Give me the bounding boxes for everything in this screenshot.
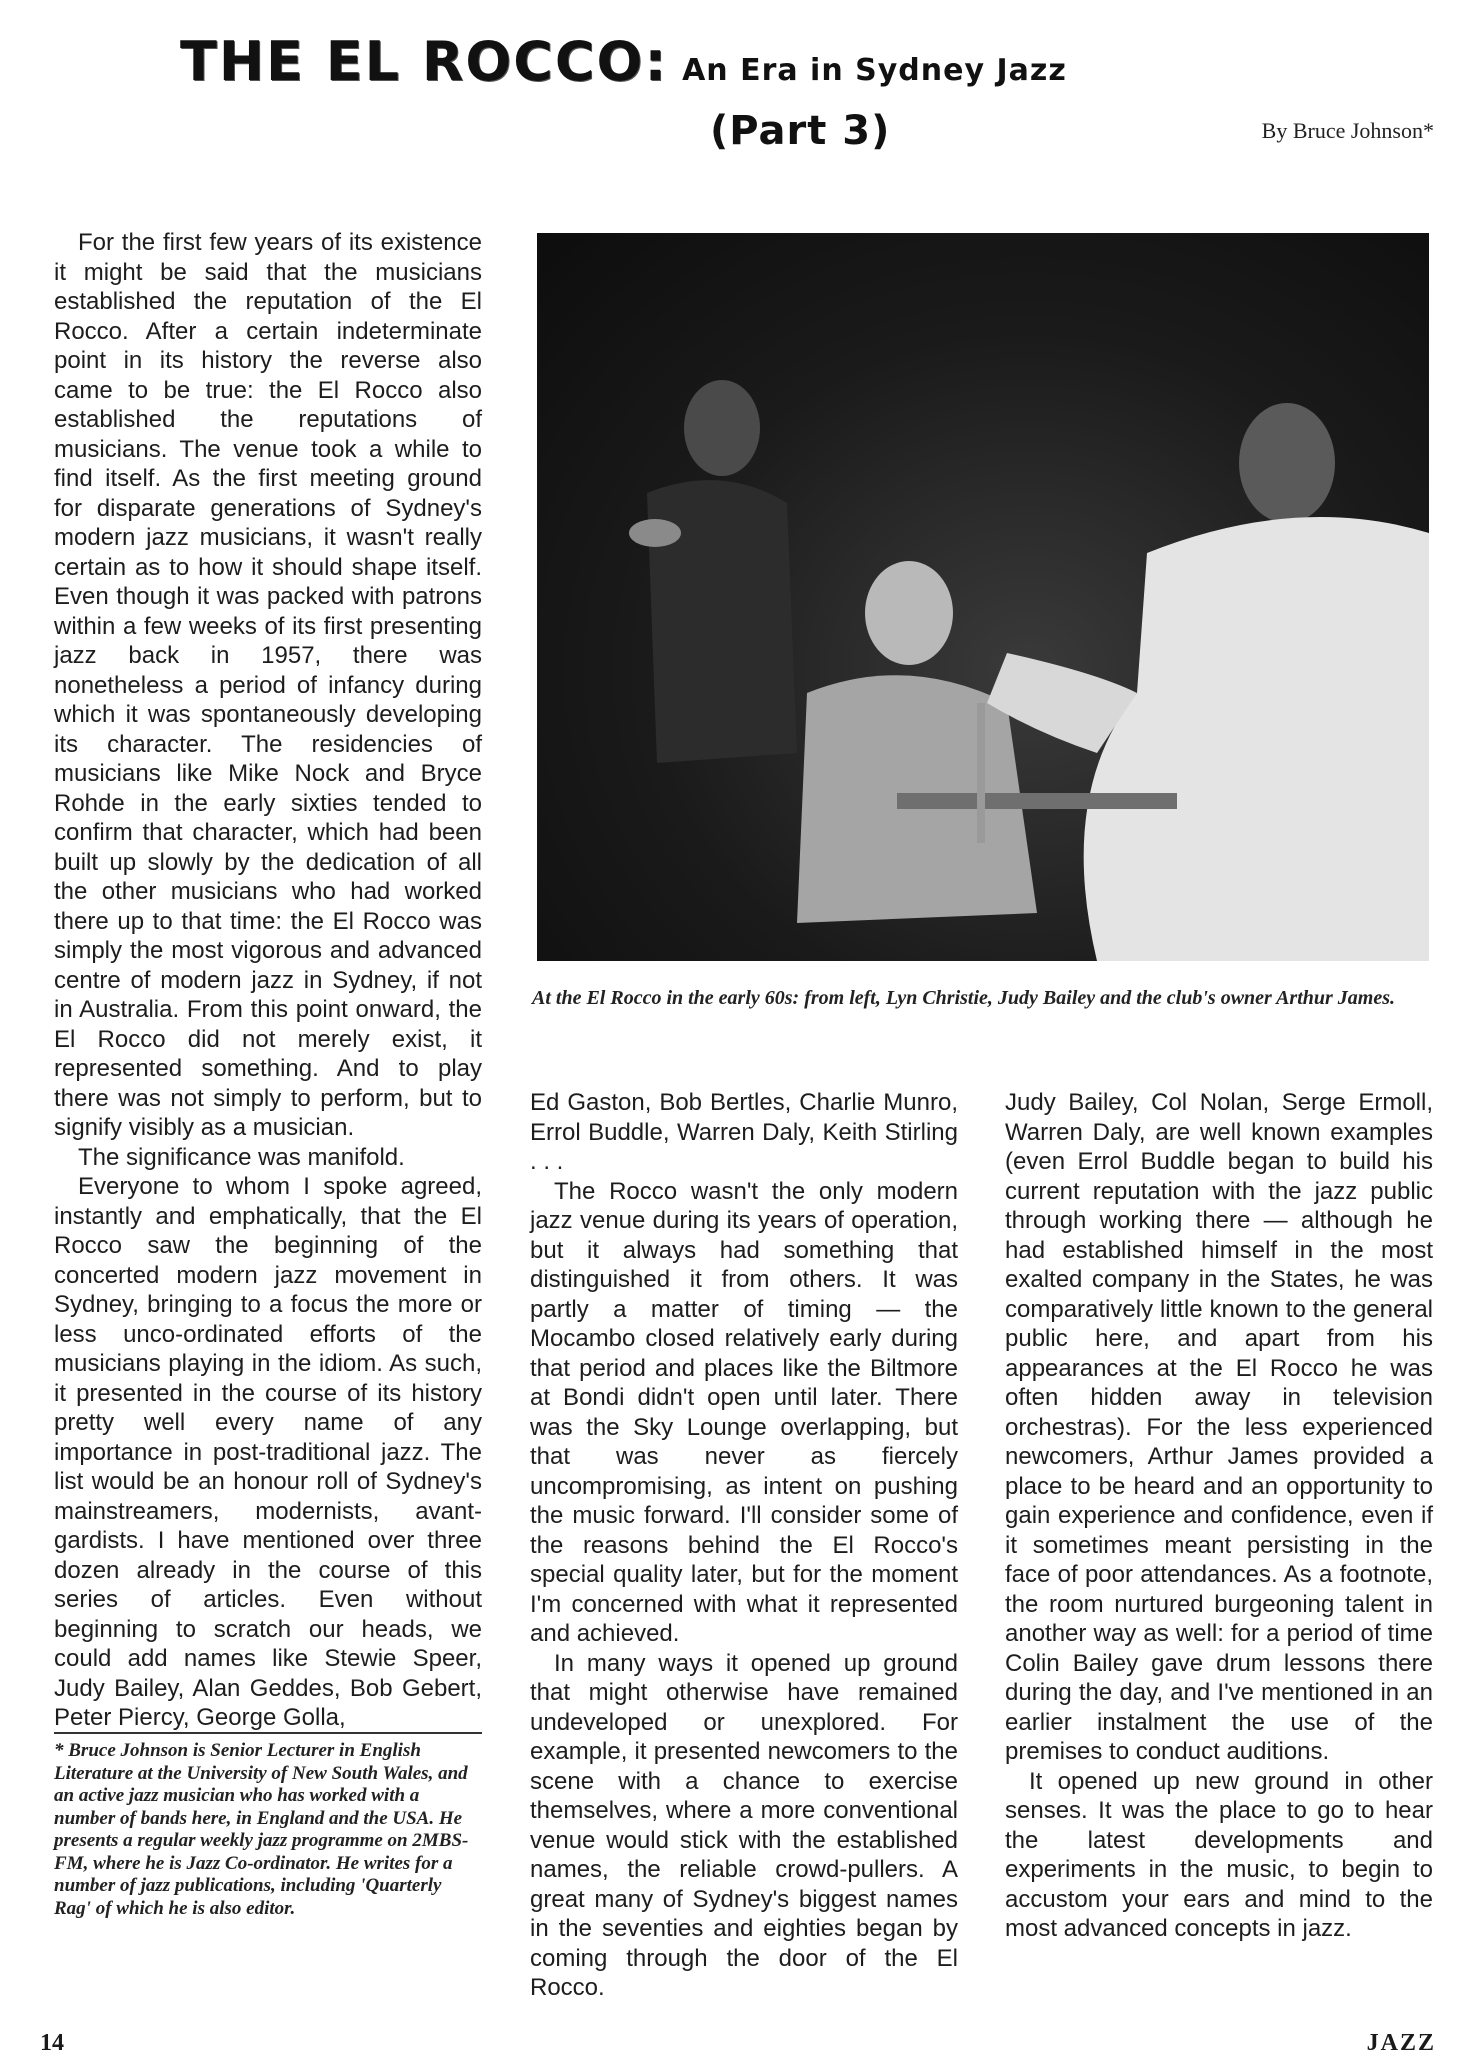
paragraph: Everyone to whom I spoke agreed, instantly and emphatically, that the El Rocco saw the beginning of the concerted modern jazz movement in Sydney, bringing to a focus the more or less unco-ordinated efforts of the musicians playing in the idiom. As such, it presented in the course of its history pretty well every name of any importance in post-traditional jazz. The list would be an honour roll of Sydney's mainstreamers, modernists, avant-gardists. I have mentioned over three dozen already in the course of this series of articles. Even without beginning to scratch our heads, we could add names like Stewie Speer, Judy Bailey, Alan Geddes, Bob Gebert, Peter Piercy, George Golla, xyxy=(54,1173,482,1731)
paragraph: It opened up new ground in other senses. It was the place to go to hear the latest developments and experiments in the music, to begin to accustom your ears and mind to the most advanced concepts in jazz. xyxy=(1005,1767,1433,1942)
article-part: (Part 3) xyxy=(710,108,891,154)
column-3 xyxy=(1005,1088,1433,1944)
photo-illustration xyxy=(537,233,1429,961)
magazine-name: JAZZ xyxy=(1366,2030,1436,2056)
paragraph: Ed Gaston, Bob Bertles, Charlie Munro, Errol Buddle, Warren Daly, Keith Stirling . . . xyxy=(530,1089,958,1175)
byline: By Bruce Johnson* xyxy=(1261,118,1434,143)
figure-hand-left xyxy=(629,519,681,547)
microphone-stand xyxy=(977,703,985,843)
paragraph: Judy Bailey, Col Nolan, Serge Ermoll, Warren Daly, are well known examples (even Errol Buddle began to build his current reputation with the jazz public through working there — although he had established himself in the most exalted company in the States, he was comparatively little known to the general public here, and apart from his appearances at the El Rocco he was often hidden away in television orchestras). For the less experienced newcomers, Arthur James provided a place to be heard and an opportunity to gain experience and confidence, even if it sometimes meant persisting in the face of poor attendances. As a footnote, the room nurtured burgeoning talent in another way as well: for a period of time Colin Bailey gave drum lessons there during the day, and I've mentioned in an earlier instalment the use of the premises to conduct auditions. xyxy=(1005,1089,1433,1765)
column-2 xyxy=(530,1088,958,2003)
column-1 xyxy=(54,228,482,1733)
article-headline xyxy=(180,30,1067,93)
figure-body-right xyxy=(1084,517,1429,961)
article-title: THE EL ROCCO: xyxy=(180,30,669,93)
bar-counter xyxy=(897,793,1177,809)
footnote-rule xyxy=(54,1732,482,1734)
figure-head-right xyxy=(1239,403,1335,523)
figure-head-center xyxy=(865,561,953,665)
photo-caption: At the El Rocco in the early 60s: from left, Lyn Christie, Judy Bailey and the club's owner Arthur James. xyxy=(532,987,1396,1009)
figure-head-left xyxy=(684,380,760,476)
article-subtitle: An Era in Sydney Jazz xyxy=(682,53,1067,88)
article-photo xyxy=(537,233,1429,961)
author-footnote: * Bruce Johnson is Senior Lecturer in English Literature at the University of New South Wales, and an active jazz musician who has worked with a number of bands here, in England and the USA. He presents a regular weekly jazz programme on 2MBS-FM, where he is Jazz Co-ordinator. He writes for a number of jazz publications, including 'Quarterly Rag' of which he is also editor. xyxy=(54,1740,469,1919)
paragraph: The significance was manifold. xyxy=(78,1143,405,1171)
page-number: 14 xyxy=(40,2030,64,2056)
paragraph: For the first few years of its existence it might be said that the musicians established the reputation of the El Rocco. After a certain indeterminate point in its history the reverse also came to be true: the El Rocco also established the reputations of musicians. The venue took a while to find itself. As the first meeting ground for disparate generations of Sydney's modern jazz musicians, it wasn't really certain as to how it should shape itself. Even though it was packed with patrons within a few weeks of its first presenting jazz back in 1957, there was nonetheless a period of infancy during which it was spontaneously developing its character. The residencies of musicians like Mike Nock and Bryce Rohde in the early sixties tended to confirm that character, which had been built up slowly by the dedication of all the other musicians who had worked there up to that time: the El Rocco was simply the most vigorous and advanced centre of modern jazz in Sydney, if not in Australia. From this point onward, the El Rocco did not merely exist, it represented something. And to play there was not simply to perform, but to signify visibly as a musician. xyxy=(54,229,482,1141)
paragraph: The Rocco wasn't the only modern jazz venue during its years of operation, but it always had something that distinguished it from others. It was partly a matter of timing — the Mocambo closed relatively early during that period and places like the Biltmore at Bondi didn't open until later. There was the Sky Lounge overlapping, but that was never as fiercely uncompromising, as intent on pushing the music forward. I'll consider some of the reasons behind the El Rocco's special quality later, but for the moment I'm concerned with what it represented and achieved. xyxy=(530,1177,958,1647)
paragraph: In many ways it opened up ground that might otherwise have remained undeveloped or unexplored. For example, it presented newcomers to the scene with a chance to exercise themselves, where a more conventional venue would stick with the established names, the reliable crowd-pullers. A great many of Sydney's biggest names in the seventies and eighties began by coming through the door of the El Rocco. xyxy=(530,1649,958,2001)
